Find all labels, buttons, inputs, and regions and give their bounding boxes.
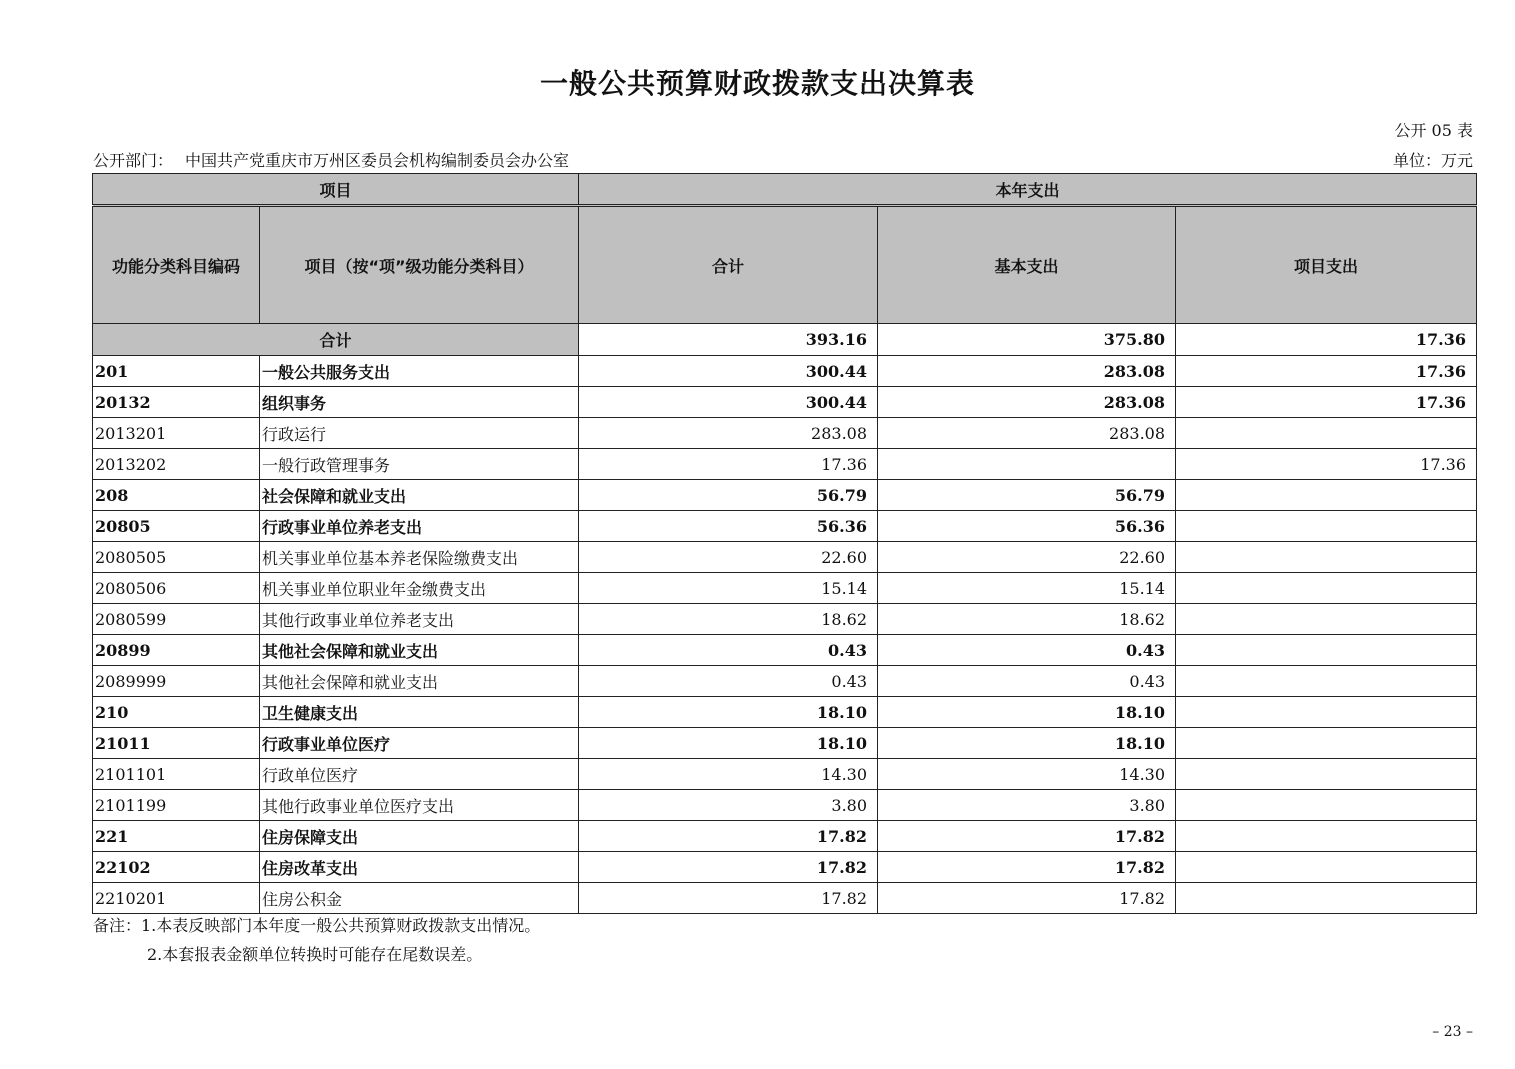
row-code: 21011	[93, 728, 260, 759]
row-basic: 56.36	[878, 511, 1176, 542]
header-row-columns	[93, 206, 1477, 324]
row-name: 一般行政管理事务	[260, 449, 579, 480]
row-project	[1176, 666, 1477, 697]
row-total: 17.82	[579, 821, 878, 852]
row-total: 17.36	[579, 449, 878, 480]
row-basic: 14.30	[878, 759, 1176, 790]
row-total: 0.43	[579, 635, 878, 666]
row-project	[1176, 542, 1477, 573]
department-name: 中国共产党重庆市万州区委员会机构编制委员会办公室	[185, 151, 570, 170]
row-basic: 17.82	[878, 821, 1176, 852]
row-project	[1176, 852, 1477, 883]
row-basic: 17.82	[878, 852, 1176, 883]
table-number: 公开 05 表	[1394, 121, 1473, 140]
row-basic: 283.08	[878, 387, 1176, 418]
row-name: 其他社会保障和就业支出	[260, 635, 579, 666]
page-title: 一般公共预算财政拨款支出决算表	[539, 67, 975, 100]
table-row	[93, 759, 1477, 790]
row-code: 2080506	[93, 573, 260, 604]
row-basic: 3.80	[878, 790, 1176, 821]
row-total: 0.43	[579, 666, 878, 697]
table-row	[93, 821, 1477, 852]
row-code: 221	[93, 821, 260, 852]
header-row-group	[93, 174, 1477, 206]
row-code: 2080505	[93, 542, 260, 573]
row-code: 2101199	[93, 790, 260, 821]
total-row	[93, 324, 1477, 356]
table-row	[93, 356, 1477, 387]
department-line	[93, 148, 569, 171]
header-project: 项目支出	[1176, 206, 1477, 324]
row-project	[1176, 418, 1477, 449]
row-code: 20899	[93, 635, 260, 666]
row-name: 其他行政事业单位养老支出	[260, 604, 579, 635]
table-row	[93, 883, 1477, 914]
row-project	[1176, 480, 1477, 511]
row-project	[1176, 511, 1477, 542]
table-row	[93, 852, 1477, 883]
row-total: 18.10	[579, 697, 878, 728]
row-project	[1176, 604, 1477, 635]
row-total: 17.82	[579, 883, 878, 914]
row-basic: 18.62	[878, 604, 1176, 635]
row-code: 2080599	[93, 604, 260, 635]
row-project	[1176, 697, 1477, 728]
row-name: 住房改革支出	[260, 852, 579, 883]
row-project	[1176, 573, 1477, 604]
table-row	[93, 480, 1477, 511]
row-name: 行政事业单位医疗	[260, 728, 579, 759]
row-total: 300.44	[579, 387, 878, 418]
row-basic: 18.10	[878, 728, 1176, 759]
row-basic: 283.08	[878, 356, 1176, 387]
row-basic: 0.43	[878, 666, 1176, 697]
row-code: 2101101	[93, 759, 260, 790]
note-1: 备注：1.本表反映部门本年度一般公共预算财政拨款支出情况。	[93, 916, 541, 935]
expenditure-table	[92, 173, 1477, 914]
table-row	[93, 697, 1477, 728]
row-name: 社会保障和就业支出	[260, 480, 579, 511]
row-total: 14.30	[579, 759, 878, 790]
row-name: 住房保障支出	[260, 821, 579, 852]
table-row	[93, 666, 1477, 697]
row-code: 208	[93, 480, 260, 511]
row-total: 18.10	[579, 728, 878, 759]
table-row	[93, 790, 1477, 821]
row-project	[1176, 635, 1477, 666]
row-project	[1176, 821, 1477, 852]
total-label: 合计	[93, 324, 579, 356]
table-row	[93, 511, 1477, 542]
row-name: 行政单位医疗	[260, 759, 579, 790]
row-total: 22.60	[579, 542, 878, 573]
header-item-name: 项目（按“项”级功能分类科目）	[260, 206, 579, 324]
table-row	[93, 635, 1477, 666]
row-total: 56.79	[579, 480, 878, 511]
row-basic	[878, 449, 1176, 480]
row-basic: 56.79	[878, 480, 1176, 511]
table-row	[93, 728, 1477, 759]
row-name: 卫生健康支出	[260, 697, 579, 728]
total-basic: 375.80	[878, 324, 1176, 356]
row-name: 机关事业单位基本养老保险缴费支出	[260, 542, 579, 573]
row-total: 17.82	[579, 852, 878, 883]
department-label: 公开部门：	[93, 151, 174, 170]
total-project: 17.36	[1176, 324, 1477, 356]
table-row	[93, 387, 1477, 418]
row-name: 其他行政事业单位医疗支出	[260, 790, 579, 821]
row-total: 56.36	[579, 511, 878, 542]
row-total: 3.80	[579, 790, 878, 821]
table-row	[93, 604, 1477, 635]
row-code: 2013202	[93, 449, 260, 480]
row-total: 15.14	[579, 573, 878, 604]
row-total: 283.08	[579, 418, 878, 449]
row-code: 210	[93, 697, 260, 728]
row-code: 20132	[93, 387, 260, 418]
row-name: 组织事务	[260, 387, 579, 418]
row-name: 其他社会保障和就业支出	[260, 666, 579, 697]
row-code: 22102	[93, 852, 260, 883]
table-row	[93, 573, 1477, 604]
header-code: 功能分类科目编码	[93, 206, 260, 324]
row-project	[1176, 883, 1477, 914]
total-total: 393.16	[579, 324, 878, 356]
table-row	[93, 449, 1477, 480]
row-project	[1176, 728, 1477, 759]
row-basic: 283.08	[878, 418, 1176, 449]
row-code: 201	[93, 356, 260, 387]
page-number: – 23 –	[1432, 1024, 1473, 1040]
row-project	[1176, 759, 1477, 790]
row-name: 行政运行	[260, 418, 579, 449]
row-name: 一般公共服务支出	[260, 356, 579, 387]
row-basic: 15.14	[878, 573, 1176, 604]
table-row	[93, 418, 1477, 449]
row-name: 行政事业单位养老支出	[260, 511, 579, 542]
row-project	[1176, 790, 1477, 821]
row-basic: 0.43	[878, 635, 1176, 666]
row-basic: 17.82	[878, 883, 1176, 914]
header-item-group: 项目	[93, 174, 579, 206]
row-code: 2013201	[93, 418, 260, 449]
row-project: 17.36	[1176, 449, 1477, 480]
header-basic: 基本支出	[878, 206, 1176, 324]
row-total: 18.62	[579, 604, 878, 635]
header-year-expense-group: 本年支出	[579, 174, 1477, 206]
row-code: 2089999	[93, 666, 260, 697]
note-2: 2.本套报表金额单位转换时可能存在尾数误差。	[147, 945, 483, 964]
row-basic: 22.60	[878, 542, 1176, 573]
row-total: 300.44	[579, 356, 878, 387]
row-name: 机关事业单位职业年金缴费支出	[260, 573, 579, 604]
row-name: 住房公积金	[260, 883, 579, 914]
row-code: 20805	[93, 511, 260, 542]
table-row	[93, 542, 1477, 573]
row-project: 17.36	[1176, 356, 1477, 387]
row-basic: 18.10	[878, 697, 1176, 728]
row-project: 17.36	[1176, 387, 1477, 418]
row-code: 2210201	[93, 883, 260, 914]
unit-label: 单位：万元	[1392, 151, 1473, 170]
header-total: 合计	[579, 206, 878, 324]
